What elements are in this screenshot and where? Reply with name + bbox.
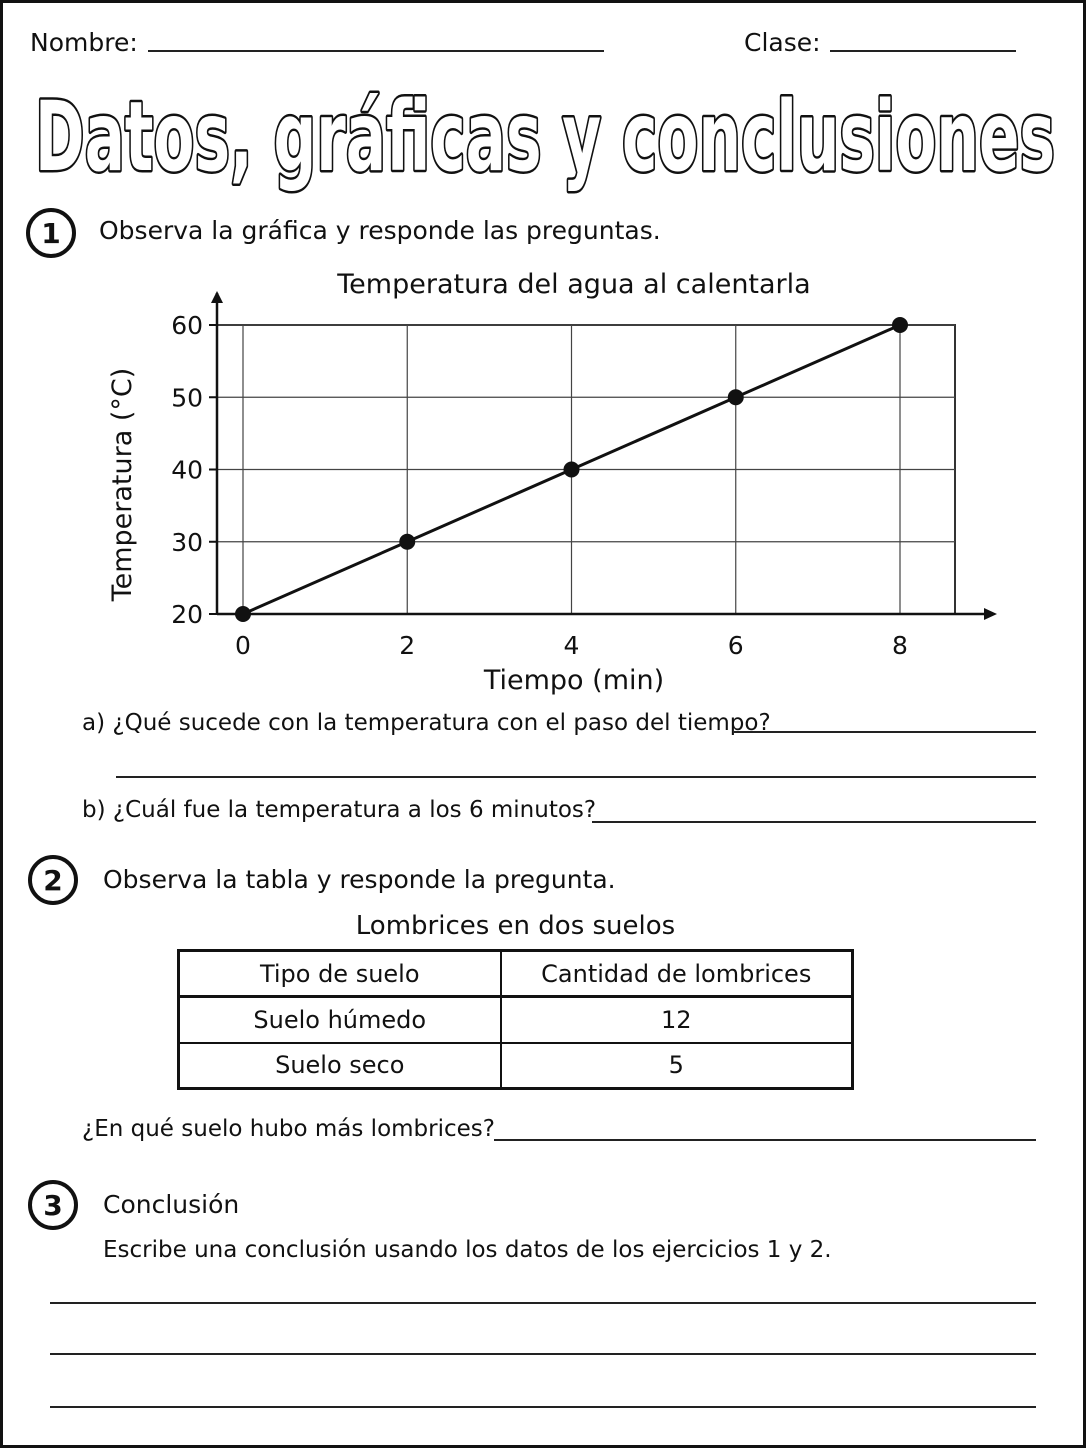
title-text: Datos, gráficas y conclusiones — [35, 81, 1055, 193]
chart-y-tick-label: 50 — [171, 383, 203, 413]
class-label: Clase: — [744, 28, 821, 57]
chart-ticks — [171, 311, 908, 660]
table-header-row — [179, 951, 853, 997]
conclusion-line-2[interactable] — [50, 1353, 1036, 1355]
section-3-instruction: Escribe una conclusión usando los datos de los ejercicios 1 y 2. — [103, 1237, 832, 1263]
name-label: Nombre: — [30, 28, 138, 57]
chart-y-tick-label: 20 — [171, 600, 203, 629]
question-2: ¿En qué suelo hubo más lombrices? — [82, 1116, 495, 1142]
chart-data-point — [564, 462, 580, 478]
section-1-instruction: Observa la gráfica y responde las preguntas. — [99, 216, 661, 245]
chart-data-point — [399, 534, 415, 550]
conclusion-line-3[interactable] — [50, 1406, 1036, 1408]
answer-2-line[interactable] — [494, 1139, 1036, 1141]
chart-x-tick-label: 4 — [563, 631, 580, 660]
chart-y-tick-label: 40 — [171, 455, 203, 485]
chart-x-axis-arrow — [984, 608, 997, 620]
section-3-number: 3 — [28, 1180, 78, 1230]
worms-table — [177, 949, 854, 1090]
section-2-number: 2 — [28, 855, 78, 905]
chart-y-axis-arrow — [211, 291, 223, 303]
chart-title: Temperatura del agua al calentarla — [337, 269, 811, 300]
chart-data-point — [235, 606, 251, 622]
question-b: b) ¿Cuál fue la temperatura a los 6 minutos? — [82, 797, 597, 823]
answer-a-line-2[interactable] — [116, 776, 1036, 778]
class-field[interactable] — [830, 50, 1016, 52]
table-cell: Suelo húmedo — [179, 997, 501, 1043]
worksheet-title — [28, 78, 1062, 196]
table-header-cell: Cantidad de lombrices — [501, 951, 853, 997]
table-cell: Suelo seco — [179, 1043, 501, 1089]
table-header-cell: Tipo de suelo — [179, 951, 501, 997]
answer-a-line-1[interactable] — [734, 731, 1036, 733]
chart-y-tick-label: 30 — [171, 527, 203, 557]
chart-y-axis-label: Temperatura (°C) — [107, 367, 138, 602]
table-cell: 5 — [501, 1043, 853, 1089]
section-3-heading: Conclusión — [103, 1190, 240, 1219]
chart-x-axis-label: Tiempo (min) — [483, 665, 665, 696]
temperature-chart — [0, 255, 1086, 700]
chart-x-tick-label: 6 — [727, 631, 744, 660]
question-a: a) ¿Qué sucede con la temperatura con el paso del tiempo? — [82, 710, 771, 736]
name-field[interactable] — [148, 50, 604, 52]
section-1-number: 1 — [26, 208, 76, 258]
chart-x-tick-label: 0 — [235, 631, 251, 660]
answer-b-line[interactable] — [592, 821, 1036, 823]
section-2-instruction: Observa la tabla y responde la pregunta. — [103, 865, 616, 894]
table-row — [179, 997, 853, 1043]
conclusion-line-1[interactable] — [50, 1302, 1036, 1304]
chart-data-point — [892, 317, 908, 333]
chart-y-tick-label: 60 — [171, 311, 203, 340]
chart-data-point — [728, 389, 744, 405]
chart-x-tick-label: 2 — [399, 631, 416, 660]
table-row — [179, 1043, 853, 1089]
chart-x-tick-label: 8 — [892, 631, 908, 660]
table-title: Lombrices en dos suelos — [355, 911, 676, 941]
table-cell: 12 — [501, 997, 853, 1043]
